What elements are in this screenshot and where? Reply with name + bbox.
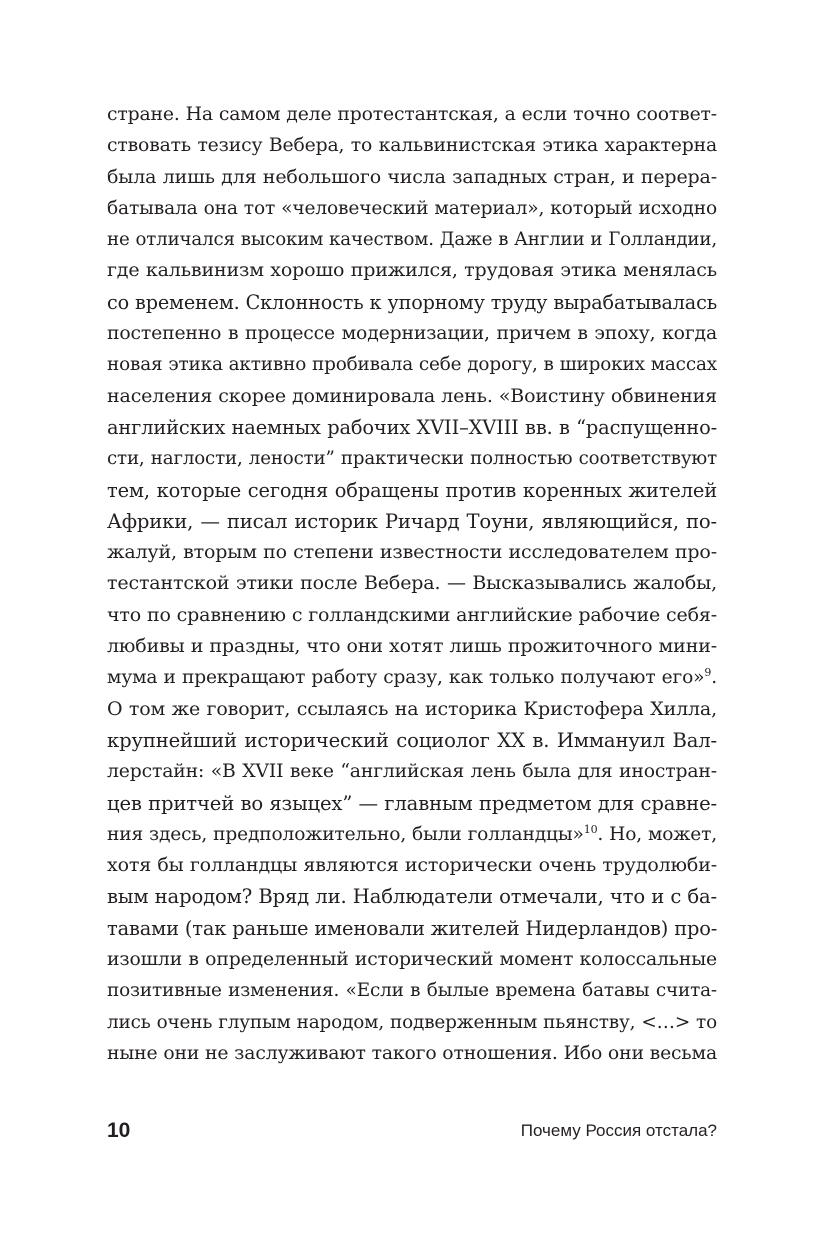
- text-line: [107, 1038, 717, 1069]
- text-line: [107, 631, 717, 662]
- text-line: [107, 381, 717, 412]
- line-text: населения скорее доминировала лень. «Воистину обвинения: [107, 384, 717, 407]
- line-text: цев притчей во языцех” — главным предметом для сравне-: [107, 791, 717, 815]
- line-text: тестантской этики после Вебера. — Высказывались жалобы,: [107, 572, 717, 595]
- line-text: вым народом? Вряд ли. Наблюдатели отмечали, что и с ба-: [107, 885, 717, 909]
- text-line: [107, 881, 717, 912]
- text-line: [107, 1007, 717, 1038]
- text-line: [107, 475, 717, 506]
- body-text: [107, 99, 717, 1069]
- line-text: новая этика активно пробивала себе дорогу, в широких массах: [107, 354, 717, 376]
- running-title: Почему Россия отстала?: [520, 1121, 717, 1140]
- line-text: лись очень глупым народом, подверженным пьянству, <…> то: [107, 1011, 717, 1033]
- line-text: стране. На самом деле протестантская, а если точно соответ-: [107, 104, 717, 125]
- line-text-tail: .: [711, 667, 717, 689]
- line-text: тавами (так раньше именовали жителей Нидерландов) про-: [107, 916, 718, 940]
- line-text: батывала она тот «человеческий материал», который исходно: [107, 197, 717, 219]
- text-line: [107, 819, 717, 850]
- line-text: постепенно в процессе модернизации, причем в эпоху, когда: [107, 323, 717, 345]
- text-line: [107, 850, 717, 881]
- text-line: [107, 99, 717, 130]
- line-text-tail: . Но, может,: [597, 823, 718, 845]
- text-line: [107, 162, 717, 193]
- text-line: [107, 537, 717, 568]
- text-line: [107, 568, 717, 599]
- text-line: [107, 255, 717, 286]
- line-text: изошли в определенный исторический момент колоссальные: [107, 949, 717, 971]
- text-line: [107, 506, 717, 537]
- line-text: любивы и праздны, что они хотят лишь прожиточного мини-: [107, 635, 717, 658]
- footnote-ref[interactable]: 10: [583, 822, 598, 836]
- line-text: О том же говорит, ссылаясь на историка Кристофера Хилла,: [107, 697, 717, 720]
- line-text: лерстайн: «В XVII веке “английская лень была для иностран-: [107, 761, 717, 783]
- text-line: [107, 412, 717, 443]
- text-line: [107, 443, 717, 474]
- line-text: хотя бы голландцы являются исторически очень трудолюби-: [107, 854, 717, 877]
- text-line: [107, 349, 717, 380]
- line-text: была лишь для небольшого числа западных стран, и перера-: [107, 165, 717, 188]
- text-line: [107, 600, 717, 631]
- text-line: [107, 913, 717, 944]
- line-text: английских наемных рабочих XVII–XVIII вв. в “распущенно-: [107, 415, 717, 439]
- text-line: [107, 788, 717, 819]
- text-line: [107, 287, 717, 318]
- footnote-ref[interactable]: 9: [704, 666, 712, 680]
- line-text: не отличался высоким качеством. Даже в Англии и Голландии,: [107, 229, 717, 251]
- text-line: [107, 694, 717, 725]
- line-text: сти, наглости, лености” практически полностью соответствуют: [107, 448, 717, 470]
- text-line: [107, 662, 717, 693]
- line-text: со временем. Склонность к упорному труду вырабатывалась: [107, 290, 717, 314]
- text-line: [107, 193, 717, 224]
- line-text: мума и прекращают работу сразу, как только получают его»: [107, 667, 705, 689]
- text-line: [107, 725, 717, 756]
- text-line: [107, 224, 717, 255]
- line-text: тем, которые сегодня обращены против коренных жителей: [107, 478, 717, 502]
- line-text: что по сравнению с голландскими английские рабочие себя-: [107, 603, 717, 626]
- line-text: ныне они не заслуживают такого отношения. Ибо они весьма: [107, 1042, 717, 1064]
- text-line: [107, 756, 717, 787]
- line-text: ния здесь, предположительно, были голландцы»: [107, 823, 584, 845]
- line-text: Африки, — писал историк Ричард Тоуни, являющийся, по-: [107, 509, 717, 533]
- line-text: ствовать тезису Вебера, то кальвинистская этика характерна: [107, 135, 717, 157]
- page-footer: [107, 1114, 717, 1148]
- text-line: [107, 944, 717, 975]
- line-text: крупнейший исторический социолог XX в. Иммануил Вал-: [107, 728, 717, 752]
- text-line: [107, 975, 717, 1006]
- text-line: [107, 130, 717, 161]
- text-line: [107, 318, 717, 349]
- page-number: 10: [107, 1119, 131, 1142]
- line-text: жалуй, вторым по степени известности исследователем про-: [107, 541, 717, 564]
- line-text: позитивные изменения. «Если в былые времена батавы счита-: [107, 980, 717, 1002]
- line-text: где кальвинизм хорошо прижился, трудовая этика менялась: [107, 259, 717, 282]
